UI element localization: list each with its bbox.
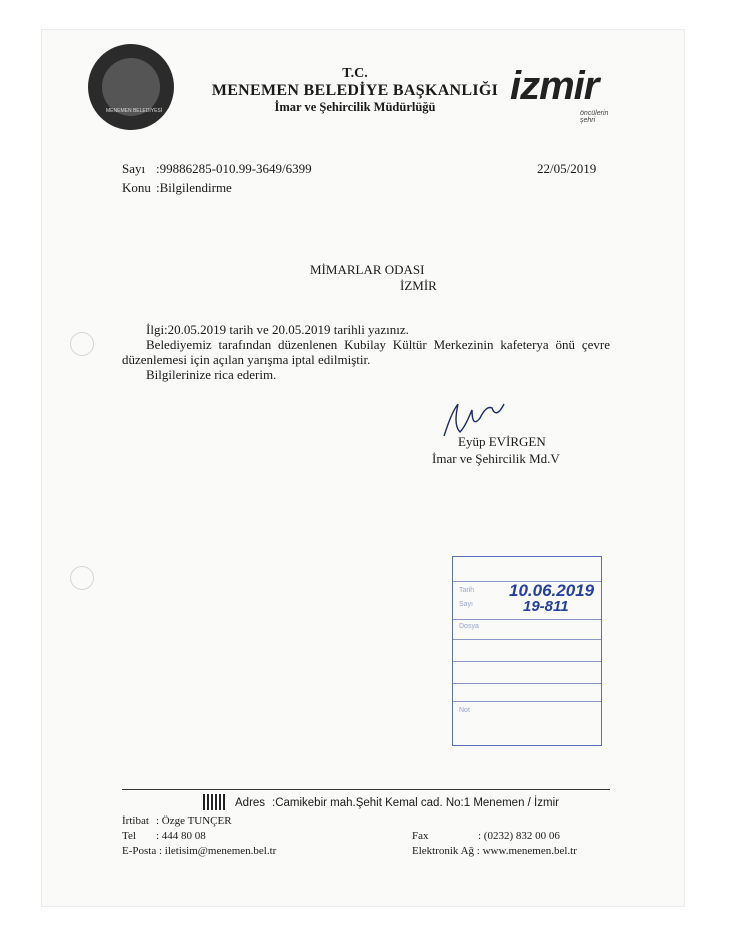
- izmir-logo: [510, 64, 620, 126]
- header-department: İmar ve Şehircilik Müdürlüğü: [274, 100, 436, 114]
- sayi-value: :99886285-010.99-3649/6399: [156, 161, 312, 176]
- signatory-name: Eyüp EVİRGEN: [458, 434, 546, 449]
- stamp-date-handwritten: 10.06.2019: [509, 581, 595, 600]
- footer-tel-label: Tel: [122, 830, 136, 842]
- konu-label: Konu: [122, 180, 151, 195]
- body-paragraph-1: Belediyemiz tarafından düzenlenen Kubilay Kültür Merkezinin kafeterya önü çevre: [146, 337, 610, 352]
- footer-adres-label: Adres: [235, 797, 266, 809]
- menemen-municipality-logo: [88, 44, 174, 130]
- stamp-label-dosya: Dosya: [459, 623, 479, 630]
- footer-fax-label: Fax: [412, 830, 429, 842]
- stamp-number-handwritten: 19-811: [523, 598, 569, 615]
- recipient-city: İZMİR: [400, 278, 437, 293]
- footer-email: E-Posta : iletisim@menemen.bel.tr: [122, 845, 277, 857]
- punch-hole-top: [70, 332, 94, 356]
- document-date: 22/05/2019: [537, 161, 597, 176]
- footer-divider: [122, 789, 610, 790]
- stamp-label-sayi: Sayı: [459, 601, 474, 608]
- footer-tel-value: : 444 80 08: [156, 830, 206, 842]
- punch-hole-bottom: [70, 566, 94, 590]
- body-paragraph-1b: düzenlemesi için açılan yarışma iptal edilmiştir.: [122, 352, 371, 367]
- signatory-title: İmar ve Şehircilik Md.V: [432, 451, 560, 466]
- footer-irtibat-value: : Özge TUNÇER: [156, 815, 232, 827]
- izmir-logo-tagline: öncülerin şehri: [580, 110, 609, 124]
- logo-ring-text: MENEMEN BELEDİYESİ: [106, 108, 163, 114]
- stamp-label-tarih: Tarih: [459, 587, 475, 594]
- konu-value: :Bilgilendirme: [156, 180, 232, 195]
- footer-web: Elektronik Ağ : www.menemen.bel.tr: [412, 845, 577, 857]
- body-paragraph-2: Bilgilerinize rica ederim.: [146, 367, 277, 382]
- header-municipality: MENEMEN BELEDİYE BAŞKANLIĞI: [211, 82, 499, 99]
- received-stamp: [452, 556, 602, 746]
- stamp-label-not: Not: [459, 707, 470, 714]
- sayi-label: Sayı: [122, 161, 146, 176]
- footer-fax-value: : (0232) 832 00 06: [478, 830, 560, 842]
- header-tc: T.C.: [342, 66, 368, 81]
- qr-code-icon: [203, 794, 225, 810]
- footer-adres-value: :Camikebir mah.Şehit Kemal cad. No:1 Menemen / İzmir: [272, 797, 559, 809]
- izmir-logo-wordmark: izmir: [510, 64, 599, 108]
- recipient-name: MİMARLAR ODASI: [310, 262, 425, 277]
- ilgi-line: İlgi:20.05.2019 tarih ve 20.05.2019 tarihli yazınız.: [146, 322, 409, 337]
- footer-irtibat-label: İrtibat: [122, 815, 149, 827]
